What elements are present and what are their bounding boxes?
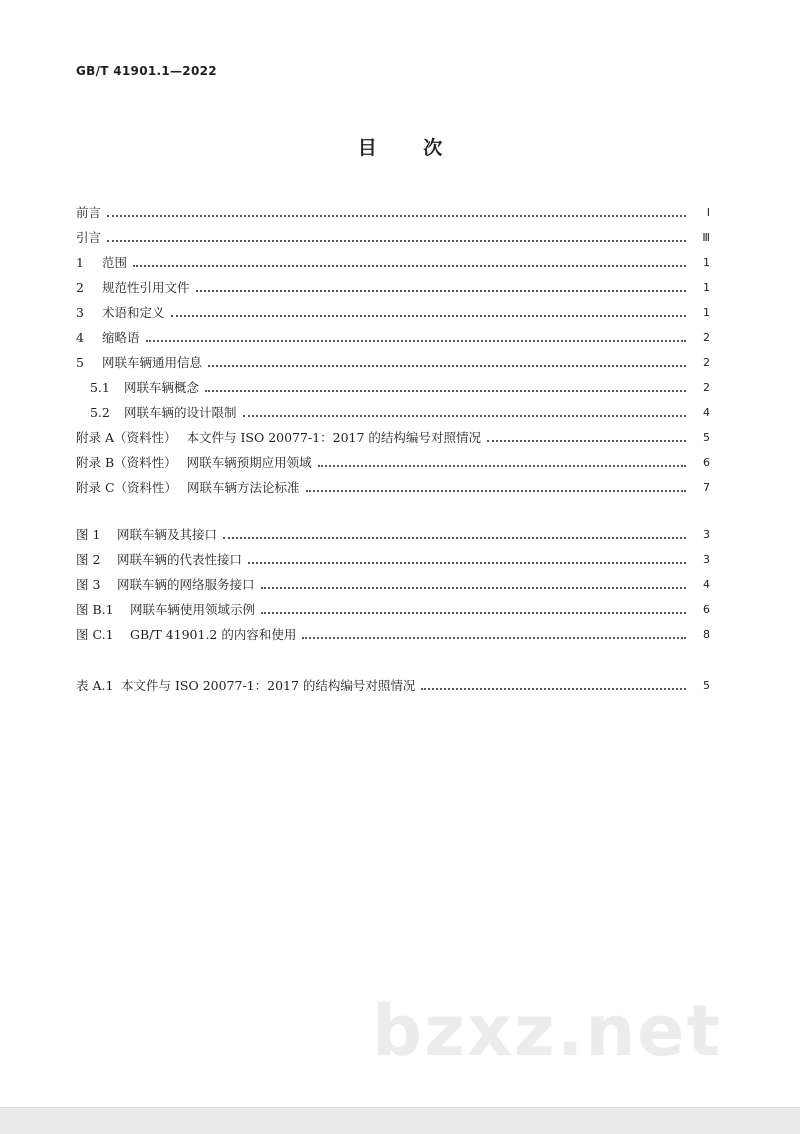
toc-entry-label: GB/T 41901.2 的内容和使用 <box>130 627 297 642</box>
toc-entry-label: 网联车辆及其接口 <box>117 527 218 542</box>
toc-entry-label: 网联车辆概念 <box>124 380 200 395</box>
toc-entry-page: 7 <box>703 481 710 494</box>
toc-main-list <box>76 197 710 497</box>
dot-leader <box>133 265 686 267</box>
toc-entry-page: 8 <box>703 628 710 641</box>
toc-entry-number: 图 B.1 <box>76 602 114 617</box>
toc-entry-page: 3 <box>703 553 710 566</box>
toc-entry[interactable] <box>76 322 710 347</box>
toc-entry[interactable] <box>76 447 710 472</box>
toc-entry[interactable] <box>76 619 710 644</box>
page-bottom-edge <box>0 1107 800 1134</box>
toc-entry[interactable] <box>76 569 710 594</box>
toc-entry-label: 网联车辆的网络服务接口 <box>117 577 255 592</box>
toc-entry-label: 本文件与 ISO 20077-1：2017 的结构编号对照情况 <box>121 678 416 693</box>
toc-entry-label: 范围 <box>102 255 128 270</box>
toc-entry-number: 4 <box>76 330 84 345</box>
toc-entry-page: Ⅲ <box>702 231 710 244</box>
dot-leader <box>243 415 686 417</box>
toc-tables-list <box>76 670 710 695</box>
toc-entry-label: 引言 <box>76 230 102 245</box>
toc-entry-number: 附录 C（资料性） <box>76 480 178 495</box>
toc-entry[interactable] <box>76 544 710 569</box>
toc-entry-page: Ⅰ <box>706 206 710 219</box>
toc-entry[interactable] <box>76 594 710 619</box>
toc-entry-number: 附录 A（资料性） <box>76 430 177 445</box>
toc-entry-number: 5 <box>76 355 84 370</box>
dot-leader <box>208 365 686 367</box>
dot-leader <box>146 340 686 342</box>
toc-entry[interactable] <box>76 519 710 544</box>
toc-entry-label: 网联车辆方法论标准 <box>187 480 300 495</box>
toc-entry-label: 网联车辆使用领域示例 <box>130 602 256 617</box>
toc-entry-label: 前言 <box>76 205 102 220</box>
toc-entry-number: 5.1 <box>90 380 110 395</box>
toc-entry-number: 图 3 <box>76 577 101 592</box>
toc-figures-list <box>76 519 710 644</box>
toc-entry-page: 5 <box>703 679 710 692</box>
dot-leader <box>196 290 686 292</box>
toc-entry-number: 附录 B（资料性） <box>76 455 177 470</box>
toc-entry[interactable] <box>76 472 710 497</box>
toc-entry-number: 1 <box>76 255 84 270</box>
toc-entry[interactable] <box>76 197 710 222</box>
toc-entry[interactable] <box>76 670 710 695</box>
toc-entry-number: 3 <box>76 305 84 320</box>
toc-entry-page: 1 <box>703 306 710 319</box>
toc-entry-number: 图 C.1 <box>76 627 114 642</box>
dot-leader <box>421 688 686 690</box>
toc-entry[interactable] <box>76 272 710 297</box>
dot-leader <box>171 315 686 317</box>
dot-leader <box>205 390 686 392</box>
dot-leader <box>318 465 686 467</box>
dot-leader <box>261 587 686 589</box>
toc-entry-page: 6 <box>703 603 710 616</box>
toc-entry-page: 4 <box>703 406 710 419</box>
toc-entry-label: 网联车辆的代表性接口 <box>117 552 243 567</box>
toc-entry-label: 网联车辆的设计限制 <box>124 405 237 420</box>
dot-leader <box>107 240 686 242</box>
toc-entry-number: 图 2 <box>76 552 101 567</box>
toc-entry-label: 术语和定义 <box>102 305 165 320</box>
standard-number: GB/T 41901.1—2022 <box>76 64 217 78</box>
toc-entry-page: 6 <box>703 456 710 469</box>
toc-entry-number: 表 A.1 <box>76 678 114 693</box>
toc-entry[interactable] <box>76 397 710 422</box>
toc-entry-label: 规范性引用文件 <box>102 280 190 295</box>
toc-entry[interactable] <box>76 222 710 247</box>
dot-leader <box>487 440 686 442</box>
dot-leader <box>223 537 686 539</box>
toc-entry[interactable] <box>76 372 710 397</box>
toc-entry-page: 2 <box>703 356 710 369</box>
dot-leader <box>261 612 686 614</box>
toc-entry[interactable] <box>76 347 710 372</box>
toc-entry-page: 1 <box>703 281 710 294</box>
toc-entry[interactable] <box>76 297 710 322</box>
toc-entry-page: 2 <box>703 381 710 394</box>
dot-leader <box>248 562 686 564</box>
toc-entry-label: 缩略语 <box>102 330 140 345</box>
toc-entry-number: 2 <box>76 280 84 295</box>
toc-entry-number: 5.2 <box>90 405 110 420</box>
toc-entry[interactable] <box>76 422 710 447</box>
page-title: 目 次 <box>357 137 463 159</box>
toc-entry-page: 3 <box>703 528 710 541</box>
toc-entry-page: 2 <box>703 331 710 344</box>
toc-entry[interactable] <box>76 247 710 272</box>
toc-entry-page: 1 <box>703 256 710 269</box>
dot-leader <box>302 637 686 639</box>
dot-leader <box>306 490 686 492</box>
toc-entry-number: 图 1 <box>76 527 101 542</box>
watermark-logo: bzxz.net <box>372 990 723 1072</box>
toc-entry-page: 5 <box>703 431 710 444</box>
toc-entry-page: 4 <box>703 578 710 591</box>
toc-entry-label: 网联车辆通用信息 <box>102 355 203 370</box>
toc-entry-label: 本文件与 ISO 20077-1：2017 的结构编号对照情况 <box>186 430 481 445</box>
dot-leader <box>107 215 686 217</box>
toc-entry-label: 网联车辆预期应用领域 <box>186 455 312 470</box>
